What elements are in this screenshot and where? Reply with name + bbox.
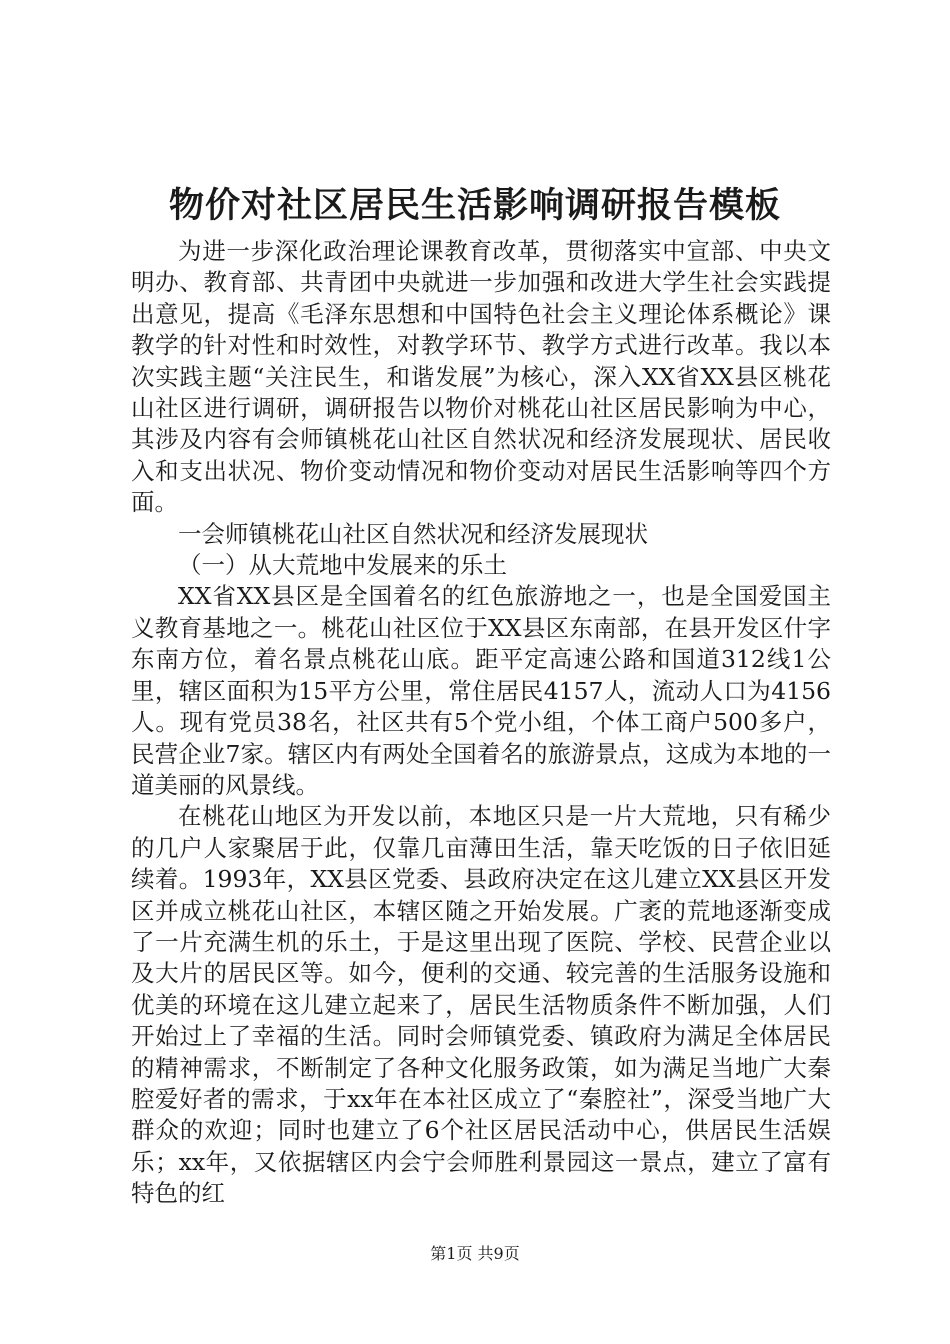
document-title: 物价对社区居民生活影响调研报告模板 bbox=[168, 185, 781, 226]
paragraph-intro: 为进一步深化政治理论课教育改革，贯彻落实中宣部、中央文明办、教育部、共青团中央就进一步加强和改进大学生社会实践提出意见，提高《毛泽东思想和中国特色社会主义理论体系概论》课教学的针对性和时效性，对教学环节、教学方式进行改革。我以本次实践主题“关注民生，和谐发展”为核心，深入XX省XX县区桃花山社区进行调研，调研报告以物价对桃花山社区居民影响为中心，其涉及内容有会师镇桃花山社区自然状况和经济发展现状、居民收入和支出状况、物价变动情况和物价变动对居民生活影响等四个方面。 bbox=[131, 237, 831, 517]
document-body bbox=[131, 236, 831, 1210]
page-number-footer: 第1页 共9页 bbox=[430, 1244, 520, 1263]
section-heading-1: 一会师镇桃花山社区自然状况和经济发展现状 bbox=[178, 519, 648, 548]
paragraph-history: 在桃花山地区为开发以前，本地区只是一片大荒地，只有稀少的几户人家聚居于此，仅靠几亩薄田生活，靠天吃饭的日子依旧延续着。1993年，XX县区党委、县政府决定在这儿建立XX县区开发区并成立桃花山社区，本辖区随之开始发展。广袤的荒地逐渐变成了一片充满生机的乐土，于是这里出现了医院、学校、民营企业以及大片的居民区等。如今，便利的交通、较完善的生活服务设施和优美的环境在这儿建立起来了，居民生活物质条件不断加强，人们开始过上了幸福的生活。同时会师镇党委、镇政府为满足全体居民的精神需求，不断制定了各种文化服务政策，如为满足当地广大秦腔爱好者的需求，于xx年在本社区成立了“秦腔社”，深受当地广大群众的欢迎；同时也建立了6个社区居民活动中心，供居民生活娱乐；xx年，又依据辖区内会宁会师胜利景园这一景点，建立了富有特色的红 bbox=[131, 802, 831, 1208]
paragraph-location: XX省XX县区是全国着名的红色旅游地之一，也是全国爱国主义教育基地之一。桃花山社区位于XX县区东南部，在县开发区什字东南方位，着名景点桃花山底。距平定高速公路和国道312线1公里，辖区面积为15平方公里，常住居民4157人，流动人口为4156人。现有党员38名，社区共有5个党小组，个体工商户500多户，民营企业7家。辖区内有两处全国着名的旅游景点，这成为本地的一道美丽的风景线。 bbox=[131, 582, 831, 799]
subsection-heading-1: （一）从大荒地中发展来的乐土 bbox=[178, 551, 507, 580]
